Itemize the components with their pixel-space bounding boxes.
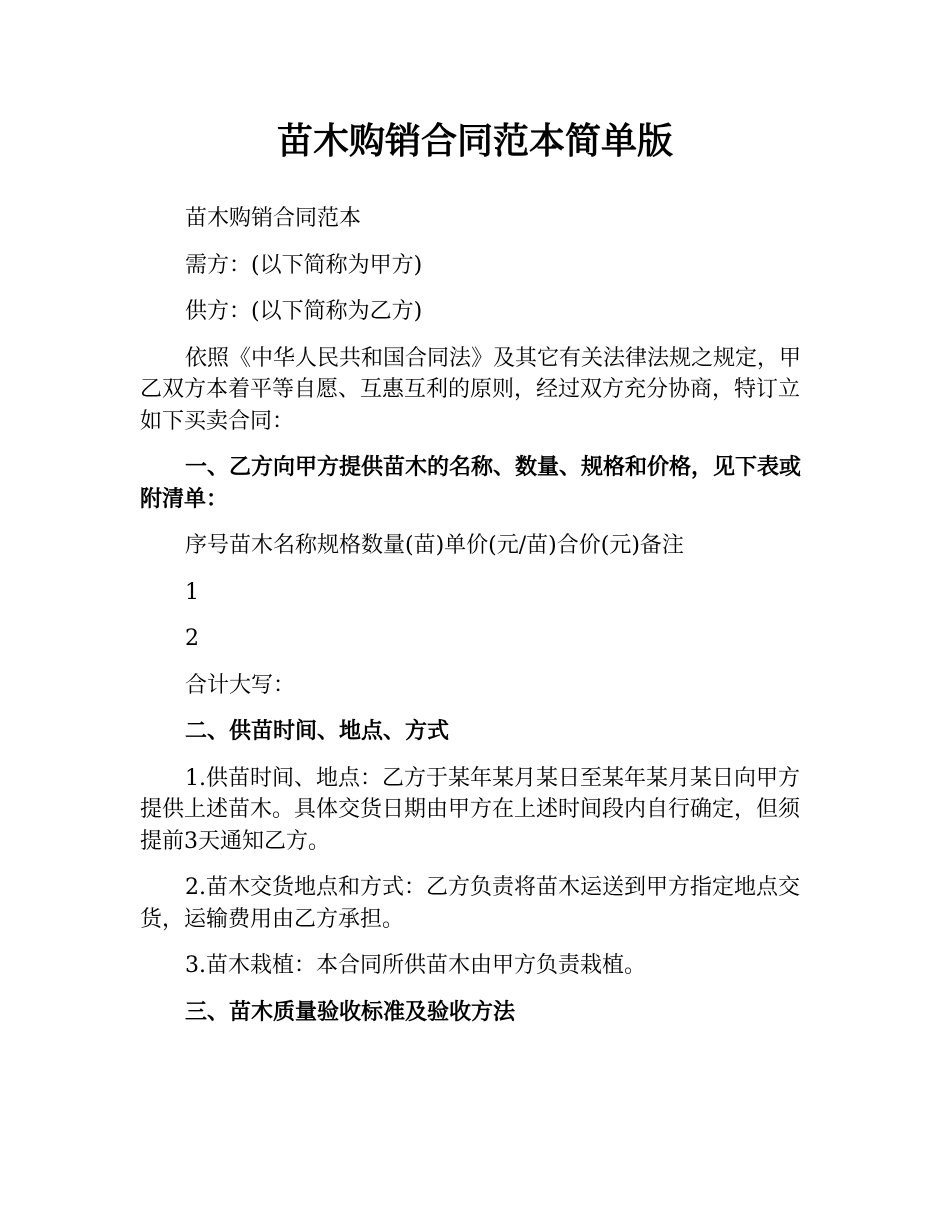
section-heading-1: 一、乙方向甲方提供苗木的名称、数量、规格和价格，见下表或附清单： <box>140 455 802 512</box>
clause-2-3: 3.苗木栽植：本合同所供苗木由甲方负责栽植。 <box>185 953 646 978</box>
paragraph-buyer: 需方：(以下简称为甲方) <box>185 252 423 278</box>
paragraph-subtitle: 苗木购销合同范本 <box>185 206 362 231</box>
table-header-line: 序号苗木名称规格数量(苗)单价(元/苗)合价(元)备注 <box>185 533 684 558</box>
clause-2-2: 2.苗木交货地点和方式：乙方负责将苗木运送到甲方指定地点交货，运输费用由乙方承担。 <box>140 875 800 932</box>
document-title: 苗木购销合同范本简单版 <box>276 121 673 162</box>
table-row-1: 1 <box>185 579 199 605</box>
table-row-2: 2 <box>185 626 199 651</box>
clause-2-1: 1.供苗时间、地点：乙方于某年某月某日至某年某月某日向甲方提供上述苗木。具体交货日期由甲方在上述时间段内自行确定，但须提前3天通知乙方。 <box>140 765 801 854</box>
paragraph-seller: 供方：(以下简称为乙方) <box>185 299 423 324</box>
section-heading-2: 二、供苗时间、地点、方式 <box>185 719 450 744</box>
paragraph-preamble: 依照《中华人民共和国合同法》及其它有关法律法规之规定，甲乙双方本着平等自愿、互惠互利的原则，经过双方充分协商，特订立如下买卖合同： <box>140 345 802 434</box>
section-heading-3: 三、苗木质量验收标准及验收方法 <box>185 999 516 1025</box>
document-body <box>140 203 810 1043</box>
total-line: 合计大写： <box>185 672 296 698</box>
